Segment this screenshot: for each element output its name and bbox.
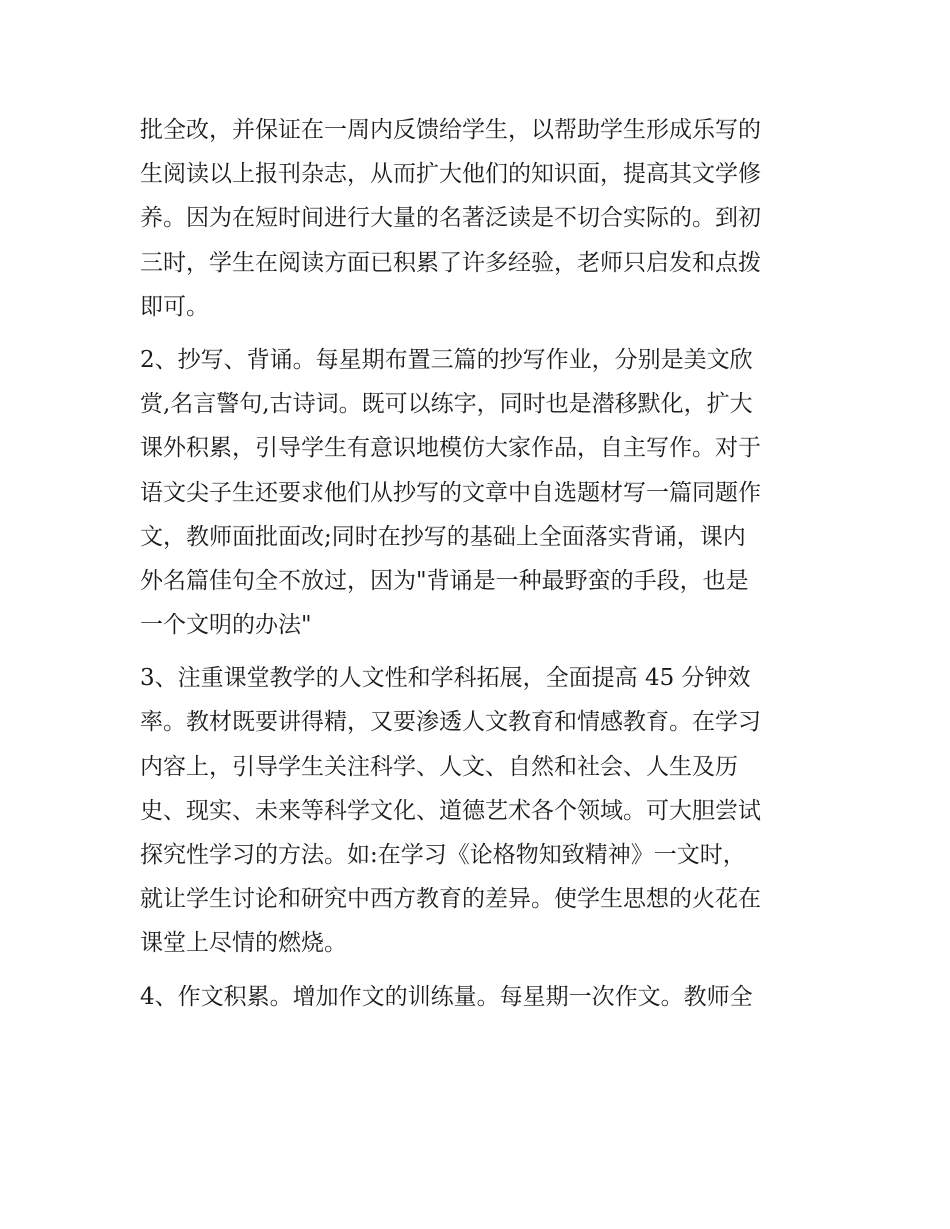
text-line: 2、抄写、背诵。每星期布置三篇的抄写作业，分别是美文欣 [140,346,753,373]
text-line: 外名篇佳句全不放过，因为"背诵是一种最野蛮的手段，也是 [140,567,749,594]
text-line: 内容上，引导学生关注科学、人文、自然和社会、人生及历 [140,753,738,780]
text-line: 课堂上尽情的燃烧。 [140,930,347,957]
text-line: 文，教师面批面改;同时在抄写的基础上全面落实背诵，课内 [140,523,746,550]
text-line: 率。教材既要讲得精，又要渗透人文教育和情感教育。在学习 [140,709,761,736]
text-line: 生阅读以上报刊杂志，从而扩大他们的知识面，提高其文学修 [140,161,761,188]
text-line: 探究性学习的方法。如:在学习《论格物知致精神》一文时， [140,842,746,868]
text-line: 赏,名言警句,古诗词。既可以练字，同时也是潜移默化，扩大 [140,391,753,418]
text-line: 4、作文积累。增加作文的训练量。每星期一次作文。教师全 [140,983,753,1010]
text-line: 养。因为在短时间进行大量的名著泛读是不切合实际的。到初 [140,205,761,232]
text-line: 即可。 [140,293,209,320]
text-line: 就让学生讨论和研究中西方教育的差异。使学生思想的火花在 [140,886,761,913]
text-line: 史、现实、未来等科学文化、道德艺术各个领域。可大胆尝试 [140,797,761,824]
text-line: 课外积累，引导学生有意识地模仿大家作品，自主写作。对于 [140,435,761,462]
text-line: 语文尖子生还要求他们从抄写的文章中自选题材写一篇同题作 [140,479,761,506]
text-line: 批全改，并保证在一周内反馈给学生，以帮助学生形成乐写的 [140,117,761,143]
text-line: 3、注重课堂教学的人文性和学科拓展，全面提高 45 分钟效 [140,665,751,692]
text-line: 一个文明的办法" [140,612,312,639]
document-body-text [140,108,820,1019]
text-line: 三时，学生在阅读方面已积累了许多经验，老师只启发和点拨 [140,249,761,276]
